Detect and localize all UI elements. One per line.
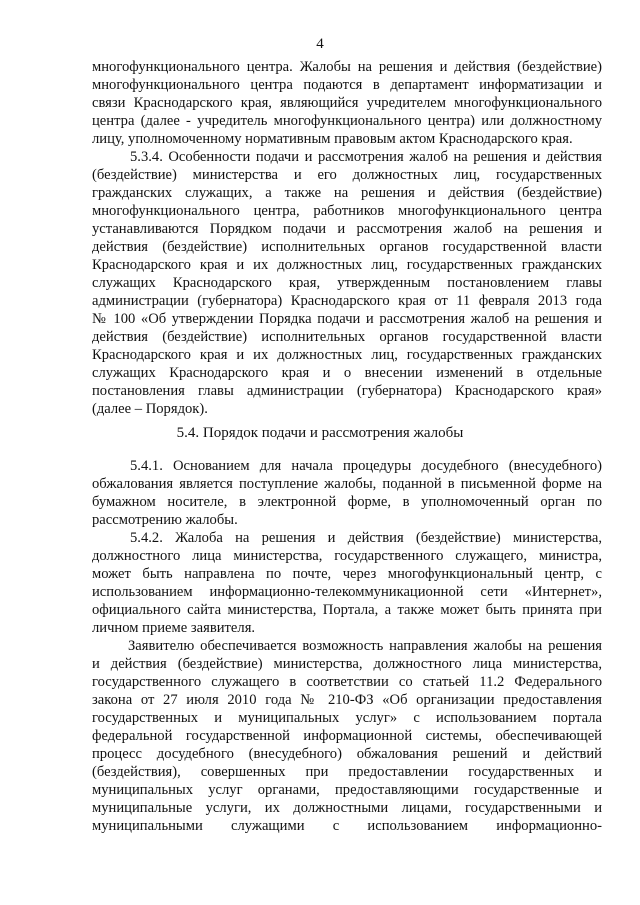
text-line: (бездействие) министерства и его должностных лиц, государственных: [92, 167, 602, 183]
text-line: муниципальных услуг органами, предоставляющими государственные и: [92, 782, 602, 798]
text-line: 5.3.4. Особенности подачи и рассмотрения жалоб на решения и действия: [130, 149, 602, 165]
text-line: закона от 27 июля 2010 года № 210-ФЗ «Об организации предоставления: [92, 692, 602, 708]
page-number: 4: [316, 36, 324, 52]
text-line: и действия (бездействие) министерства, должностного лица министерства,: [92, 656, 602, 672]
text-line: Краснодарского края и их должностных лиц, государственных гражданских: [92, 347, 602, 363]
text-line: № 100 «Об утверждении Порядка подачи и рассмотрения жалоб на решения и: [92, 311, 602, 327]
text-line: процесс досудебного (внесудебного) обжалования решений и действий: [92, 746, 602, 762]
text-line: лицу, уполномоченному нормативным правовым актом Краснодарского края.: [92, 131, 573, 147]
section-heading: 5.4. Порядок подачи и рассмотрения жалобы: [176, 425, 464, 441]
text-line: действия (бездействие) исполнительных органов государственной власти: [92, 329, 602, 345]
text-line: официального сайта министерства, Портала, а также может быть принята при: [92, 602, 602, 618]
text-line: администрации (губернатора) Краснодарского края от 11 февраля 2013 года: [92, 293, 602, 309]
text-line: 5.4.2. Жалоба на решения и действия (бездействие) министерства,: [130, 530, 602, 546]
text-line: может быть направлена по почте, через многофункциональный центр, с: [92, 566, 602, 582]
text-line: муниципальными служащими с использованием информационно-: [92, 818, 602, 834]
text-line: Краснодарского края и их должностных лиц, государственных гражданских: [92, 257, 602, 273]
text-line: использованием информационно-телекоммуникационной сети «Интернет»,: [92, 584, 602, 600]
text-line: государственного служащего в соответствии со статьей 11.2 Федерального: [92, 674, 602, 690]
text-line: гражданских служащих, а также на решения и действия (бездействие): [92, 185, 602, 201]
text-line: бумажном носителе, в электронной форме, в уполномоченный орган по: [92, 494, 602, 510]
text-line: устанавливаются Порядком подачи и рассмотрения жалоб на решения и: [92, 221, 602, 237]
text-line: центра (далее - учредитель многофункционального центра) или должностному: [92, 113, 602, 129]
text-line: должностного лица министерства, государственного служащего, министра,: [92, 548, 602, 564]
text-line: личном приеме заявителя.: [92, 620, 256, 636]
text-line: действия (бездействие) исполнительных органов государственной власти: [92, 239, 602, 255]
text-line: многофункционального центра. Жалобы на решения и действия (бездействие): [92, 59, 602, 75]
text-line: (бездействия), совершенных при предоставлении государственных и: [92, 764, 602, 780]
text-line: обжалования является поступление жалобы, поданной в письменной форме на: [92, 476, 602, 492]
text-line: связи Краснодарского края, являющийся учредителем многофункционального: [92, 95, 602, 111]
text-line: Заявителю обеспечивается возможность направления жалобы на решения: [128, 638, 602, 654]
text-line: федеральной государственной информационной системы, обеспечивающей: [92, 728, 602, 744]
text-line: постановления главы администрации (губернатора) Краснодарского края»: [92, 383, 602, 399]
text-line: служащих Краснодарского края, утвержденным постановлением главы: [92, 275, 602, 291]
text-line: многофункционального центра, работников многофункционального центра: [92, 203, 602, 219]
text-line: рассмотрению жалобы.: [92, 512, 238, 528]
text-line: (далее – Порядок).: [92, 401, 208, 417]
text-line: 5.4.1. Основанием для начала процедуры досудебного (внесудебного): [130, 458, 602, 474]
text-line: многофункционального центра подаются в департамент информатизации и: [92, 77, 602, 93]
text-line: государственных и муниципальных услуг» с использованием портала: [92, 710, 602, 726]
text-line: муниципальные услуги, их должностными лицами, государственными и: [92, 800, 602, 816]
text-line: служащих Краснодарского края и о внесении изменений в отдельные: [92, 365, 602, 381]
